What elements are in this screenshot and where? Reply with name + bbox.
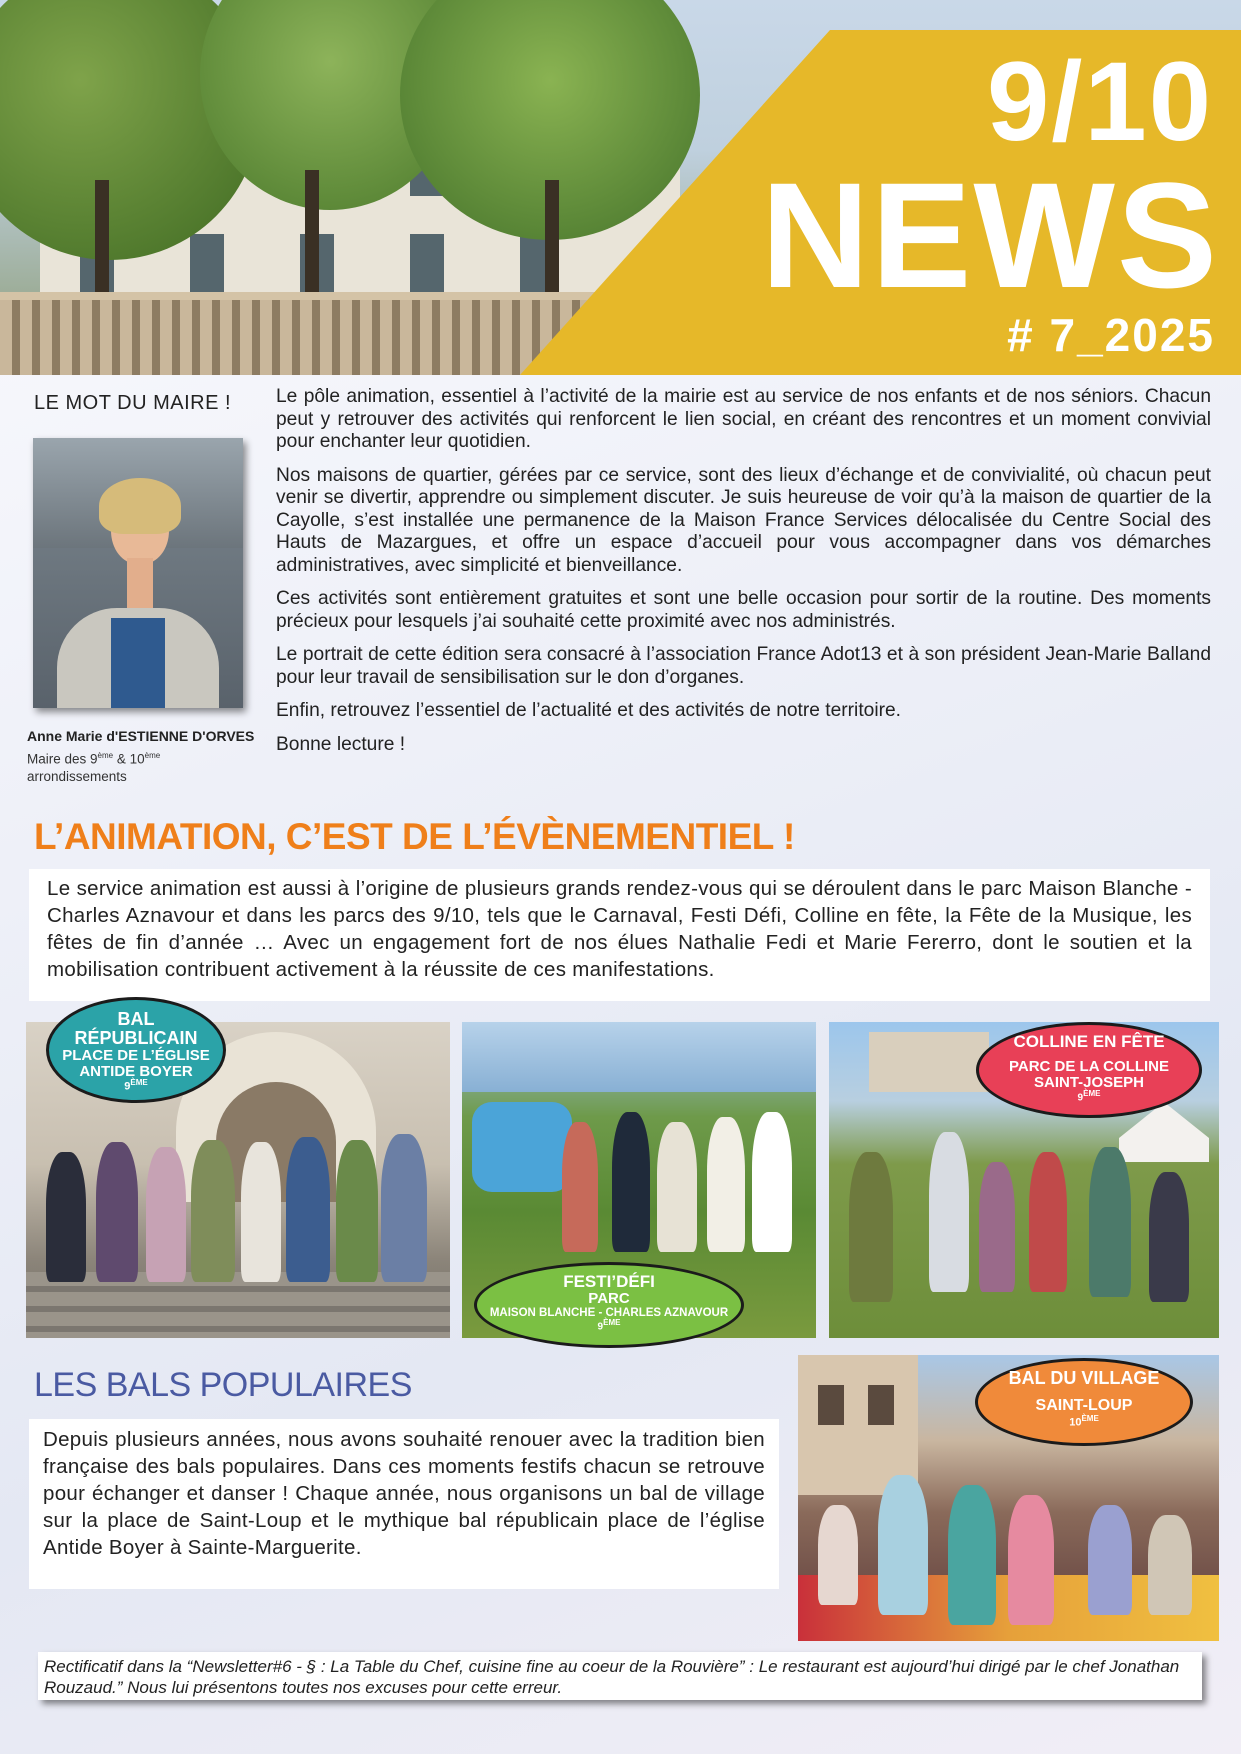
bubble-bal-village: BAL DU VILLAGE SAINT-LOUP 10ÈME <box>975 1358 1193 1446</box>
mayor-name: Anne Marie d'ESTIENNE D'ORVES <box>27 728 255 744</box>
masthead-title: NEWS <box>761 151 1219 319</box>
editorial-paragraph: Ces activités sont entièrement gratuites et sont une belle occasion pour sortir de la routine. Des moments précieux pour lesquels j’ai souhaité cette proximité avec nos administrés. <box>276 588 1211 632</box>
editorial-paragraph: Le portrait de cette édition sera consacré à l’association France Adot13 et à son président Jean-Marie Balland pour leur travail de sensibilisation sur le don d’organes. <box>276 644 1211 688</box>
editorial-paragraph: Le pôle animation, essentiel à l’activité de la mairie est au service de nos enfants et de nos séniors. Chacun peut y retrouver des activités qui renforcent le lien social, en créant des rencontres et un moment convivial pour enchanter leur quotidien. <box>276 386 1211 452</box>
mayor-portrait <box>33 438 243 708</box>
mayor-role: Maire des 9ème & 10ème arrondissements <box>27 751 161 784</box>
bubble-colline: COLLINE EN FÊTE PARC DE LA COLLINE SAINT-JOSEPH 9ÈME <box>976 1022 1202 1118</box>
animation-text: Le service animation est aussi à l’origine de plusieurs grands rendez-vous qui se déroulent dans le parc Maison Blanche - Charles Aznavour et dans les parcs des 9/10, tels que le Carnaval, Festi Défi, Colline en fête, la Fête de la Musique, les fêtes de fin d’année … Avec un engagement fort de nos élues Nathalie Fedi et Marie Fererro, dont le soutien et la mobilisation contribuent activement à la réussite de ces manifestations. <box>47 877 1192 981</box>
mayor-heading: LE MOT DU MAIRE ! <box>34 392 232 414</box>
bals-heading: LES BALS POPULAIRES <box>34 1366 412 1404</box>
animation-heading: L’ANIMATION, C’EST DE L’ÉVÈNEMENTIEL ! <box>34 816 795 857</box>
animation-textbox <box>29 869 1210 1001</box>
mayor-editorial <box>276 386 1211 767</box>
bals-textbox <box>29 1419 779 1589</box>
masthead-number: 9/10 <box>987 39 1213 164</box>
rectificatif-note: Rectificatif dans la “Newsletter#6 - § : La Table du Chef, cuisine fine au coeur de la Rouvière” : Le restaurant est aujourd’hui dirigé par le chef Jonathan Rouzaud.” Nous lui présentons toutes nos excuses pour cette erreur. <box>38 1652 1202 1700</box>
issue-number: # 7_2025 <box>1007 309 1215 361</box>
editorial-paragraph: Nos maisons de quartier, gérées par ce service, sont des lieux d’échange et de convivialité, où chacun peut venir se divertir, apprendre ou simplement discuter. Je suis heureuse de voir qu’à la maison de quartier de la Cayolle, s’est installée une permanence de la Maison France Services délocalisée du Centre Social des Hauts de Mazargues, et offre un espace d’accueil pour vous accompagner dans vos démarches administratives, avec simplicité et bienveillance. <box>276 464 1211 576</box>
editorial-paragraph: Bonne lecture ! <box>276 733 406 755</box>
bals-text: Depuis plusieurs années, nous avons souhaité renouer avec la tradition bien française des bals populaires. Dans ces moments festifs chacun se retrouve pour échanger et danser ! Chaque année, nous organisons un bal de village sur la place de Saint-Loup et le mythique bal républicain place de l’église Antide Boyer à Sainte-Marguerite. <box>43 1428 765 1559</box>
bubble-festi-defi: FESTI’DÉFI PARC MAISON BLANCHE - CHARLES AZNAVOUR 9ÈME <box>474 1262 744 1348</box>
editorial-paragraph: Enfin, retrouvez l’essentiel de l’actualité et des activités de notre territoire. <box>276 700 901 721</box>
bubble-bal-republicain: BAL RÉPUBLICAIN PLACE DE L’ÉGLISE ANTIDE BOYER 9ÈME <box>46 997 226 1103</box>
header-banner <box>0 0 1241 375</box>
